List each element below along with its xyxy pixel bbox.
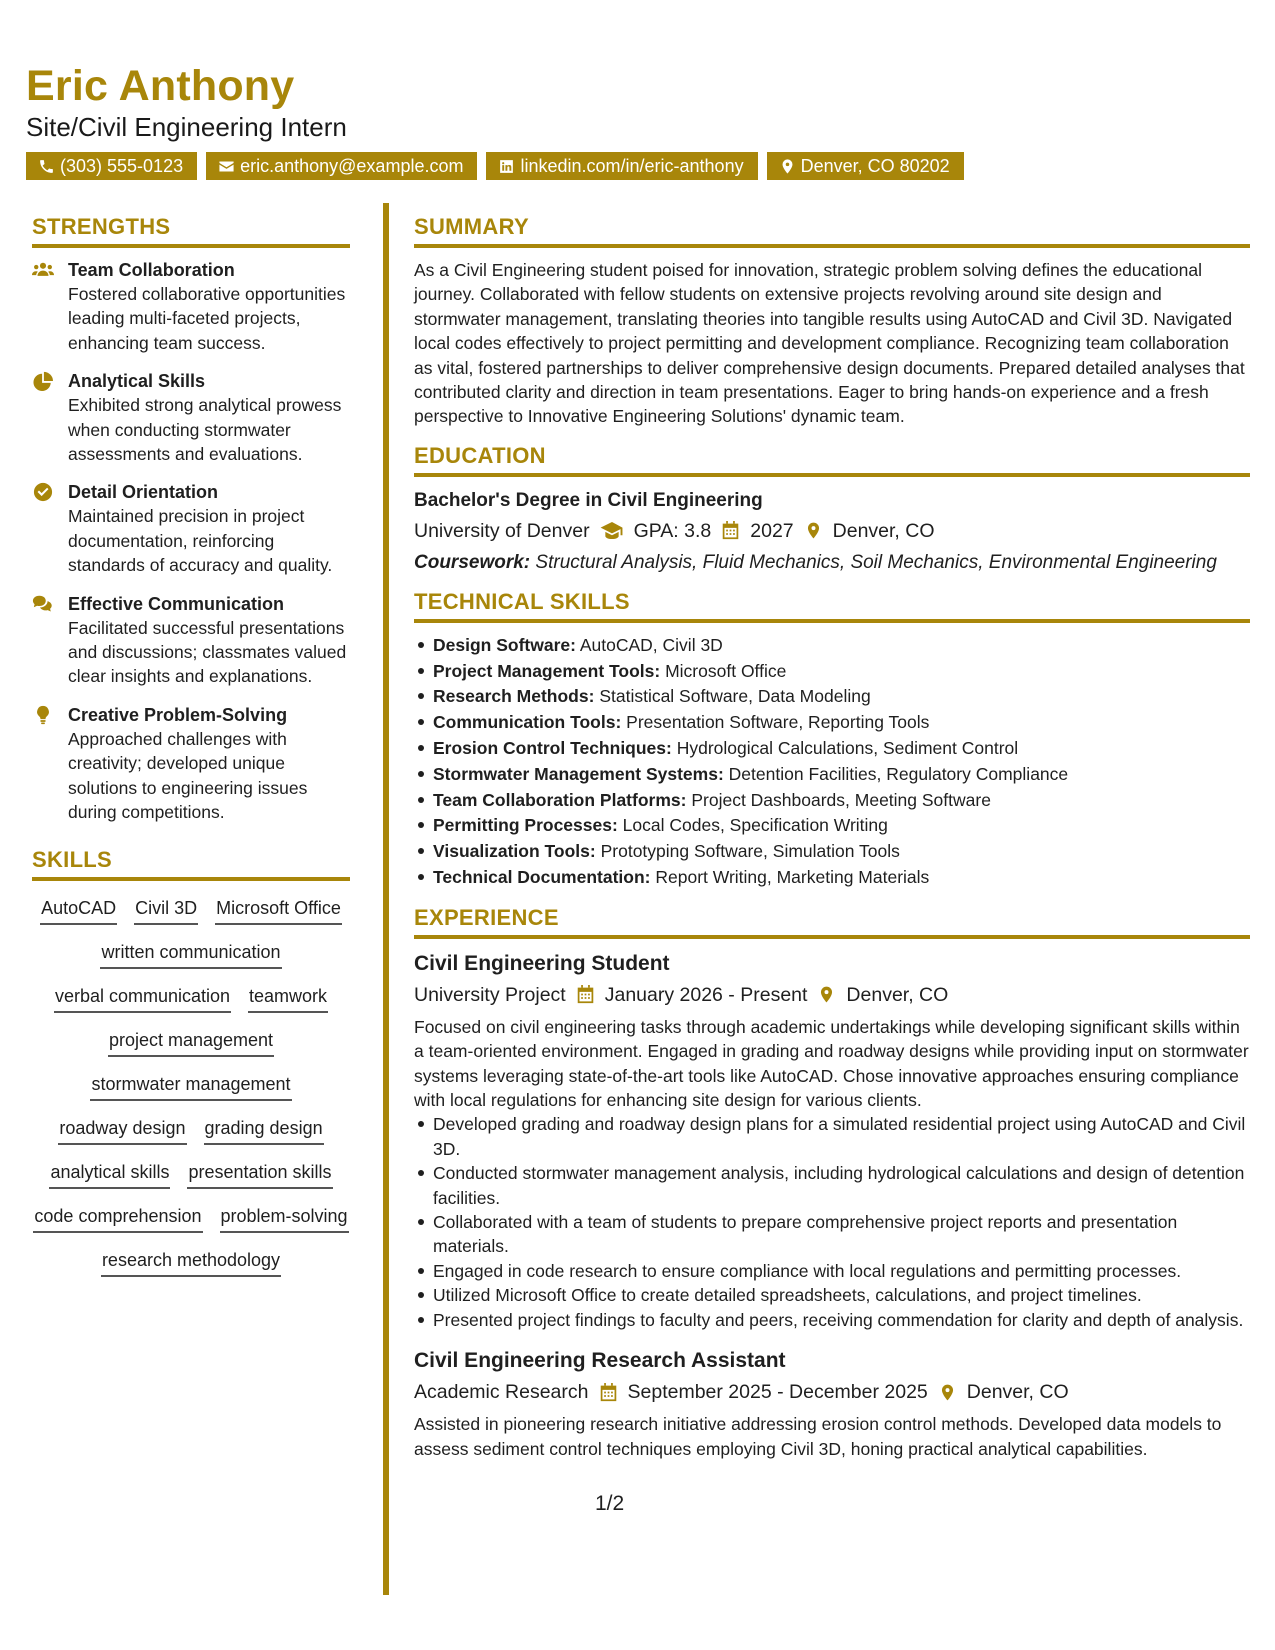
job-entry	[414, 1346, 1250, 1461]
skill-tag: written communication	[100, 939, 281, 969]
calendar-icon	[599, 1383, 618, 1402]
skill-tag: verbal communication	[54, 983, 231, 1013]
list-item	[433, 684, 1250, 710]
list-item	[433, 762, 1250, 788]
strength-title: Analytical Skills	[68, 371, 206, 392]
skill-tag: Civil 3D	[134, 895, 198, 925]
job-org: Academic Research	[414, 1381, 589, 1404]
job-org: University Project	[414, 983, 566, 1006]
map-pin-icon	[779, 158, 796, 175]
skill-label: Permitting Processes:	[433, 815, 618, 836]
skill-label: Team Collaboration Platforms:	[433, 789, 687, 810]
skill-tag: code comprehension	[33, 1203, 202, 1233]
contact-email[interactable]	[206, 152, 477, 180]
list-item	[433, 659, 1250, 685]
strength-title: Creative Problem-Solving	[68, 704, 288, 725]
calendar-icon	[576, 985, 595, 1004]
strength-title: Effective Communication	[68, 593, 285, 614]
strength-title: Detail Orientation	[68, 482, 219, 503]
list-item: Developed grading and roadway design plans for a simulated residential project using AutoCAD and Civil 3D.	[433, 1112, 1250, 1161]
skills-heading: SKILLS	[32, 847, 350, 881]
map-pin-icon	[817, 985, 836, 1004]
job-location: Denver, CO	[846, 983, 949, 1006]
skill-label: Design Software:	[433, 634, 576, 655]
strength-desc: Facilitated successful presentations and discussions; classmates valued clear insights and explanations.	[68, 617, 347, 687]
contact-bar	[26, 152, 964, 180]
job-meta	[414, 1376, 1250, 1408]
list-item	[433, 736, 1250, 762]
job-dates: September 2025 - December 2025	[627, 1381, 928, 1404]
job-location: Denver, CO	[966, 1381, 1069, 1404]
list-item	[433, 839, 1250, 865]
pie-chart-icon	[32, 371, 54, 391]
skill-tag: problem-solving	[220, 1203, 349, 1233]
strength-item	[32, 369, 350, 466]
left-column	[32, 214, 350, 1277]
calendar-icon	[721, 521, 740, 540]
list-item: Conducted stormwater management analysis, including hydrological calculations and design of detention facilities.	[433, 1161, 1250, 1210]
job-summary: Assisted in pioneering research initiative addressing erosion control methods. Developed data models to assess sediment control techniques employing Civil 3D, honing practical analytical capabilities.	[414, 1414, 1222, 1459]
coursework-list: Structural Analysis, Fluid Mechanics, Soil Mechanics, Environmental Engineering	[535, 551, 1217, 573]
list-item	[433, 788, 1250, 814]
skill-label: Erosion Control Techniques:	[433, 738, 672, 759]
skill-value: Statistical Software, Data Modeling	[599, 686, 871, 707]
education-heading: EDUCATION	[414, 443, 1250, 477]
skill-tag: AutoCAD	[40, 895, 117, 925]
job-entry-title: Civil Engineering Research Assistant	[414, 1349, 786, 1373]
strength-title: Team Collaboration	[68, 260, 235, 280]
skill-label: Stormwater Management Systems:	[433, 763, 724, 784]
check-circle-icon	[32, 482, 54, 502]
strengths-heading: STRENGTHS	[32, 214, 350, 248]
candidate-name: Eric Anthony	[26, 62, 295, 110]
envelope-icon	[218, 158, 235, 175]
list-item: Presented project findings to faculty and peers, receiving commendation for clarity and depth of analysis.	[433, 1308, 1250, 1332]
job-summary: Focused on civil engineering tasks through academic undertakings while developing significant skills within a team-oriented environment. Engaged in grading and roadway designs while providing input on stormwater systems leveraging state-of-the-art tools like AutoCAD. Chose innovative approaches ensuring compliance with local regulations for enhancing site design for various clients.	[414, 1016, 1249, 1111]
strength-desc: Exhibited strong analytical prowess when conducting stormwater assessments and evaluations.	[68, 395, 342, 465]
job-dates: January 2026 - Present	[604, 983, 808, 1006]
skill-value: Detention Facilities, Regulatory Compliance	[728, 763, 1069, 784]
list-item	[433, 710, 1250, 736]
strength-item	[32, 703, 350, 825]
strength-desc: Fostered collaborative opportunities leading multi-faceted projects, enhancing team success.	[68, 284, 346, 353]
map-pin-icon	[938, 1383, 957, 1402]
job-bullets	[414, 1112, 1250, 1332]
job-entry	[414, 949, 1250, 1332]
school-location: Denver, CO	[832, 519, 935, 542]
skill-label: Communication Tools:	[433, 712, 622, 733]
strength-item	[32, 592, 350, 689]
graduation-cap-icon	[600, 521, 624, 540]
skill-tags	[32, 891, 350, 1277]
list-item	[433, 865, 1250, 891]
skill-tag: analytical skills	[49, 1159, 170, 1189]
skill-label: Project Management Tools:	[433, 660, 661, 681]
strength-desc: Maintained precision in project documentation, reinforcing standards of accuracy and quality.	[68, 506, 333, 576]
job-meta	[414, 979, 1250, 1011]
skill-tag: grading design	[204, 1115, 324, 1145]
list-item	[433, 813, 1250, 839]
coursework-label: Coursework:	[414, 551, 531, 573]
strength-item	[32, 258, 350, 355]
experience-heading: EXPERIENCE	[414, 905, 1250, 939]
summary-text: As a Civil Engineering student poised for innovation, strategic problem solving defines the educational journey. Collaborated with fellow students on extensive projects revolving around site design and stormwater management, translating theories into tangible results using AutoCAD and Civil 3D. Navigated local codes effectively to project permitting and development compliance. Recognizing team collaboration as vital, fostered partnerships to deliver comprehensive design documents. Prepared detailed analyses that contributed clarity and direction in team presentations. Eager to bring hands-on experience and a fresh perspective to Innovative Engineering Solutions' dynamic team.	[414, 260, 1245, 427]
graduation-year: 2027	[750, 519, 794, 542]
contact-location[interactable]	[767, 152, 964, 180]
skill-value: Microsoft Office	[665, 660, 787, 681]
job-entry-title: Civil Engineering Student	[414, 951, 670, 975]
linkedin-icon	[498, 158, 515, 175]
skill-tag: stormwater management	[90, 1071, 291, 1101]
coursework	[414, 550, 1250, 575]
skill-value: AutoCAD, Civil 3D	[579, 634, 723, 655]
list-item: Utilized Microsoft Office to create detailed spreadsheets, calculations, and project timelines.	[433, 1283, 1250, 1307]
skill-tag: teamwork	[248, 983, 328, 1013]
job-title: Site/Civil Engineering Intern	[26, 112, 347, 142]
skill-label: Visualization Tools:	[433, 841, 596, 862]
technical-skills-heading: TECHNICAL SKILLS	[414, 589, 1250, 623]
skill-tag: research methodology	[101, 1247, 281, 1277]
education-meta	[414, 515, 1250, 547]
skill-value: Report Writing, Marketing Materials	[655, 867, 930, 888]
strength-desc: Approached challenges with creativity; developed unique solutions to engineering issues during competitions.	[68, 728, 308, 823]
phone-icon	[38, 158, 55, 175]
skill-tag: Microsoft Office	[215, 895, 342, 925]
skill-tag: project management	[108, 1027, 274, 1057]
contact-linkedin[interactable]	[486, 152, 757, 180]
users-icon	[32, 260, 54, 280]
list-item	[433, 633, 1250, 659]
summary-heading: SUMMARY	[414, 214, 1250, 248]
contact-location-text: Denver, CO 80202	[800, 156, 950, 176]
technical-skills-list	[414, 633, 1250, 891]
skill-tag: roadway design	[58, 1115, 186, 1145]
lightbulb-icon	[32, 705, 54, 725]
right-column	[414, 214, 1250, 1461]
skill-value: Project Dashboards, Meeting Software	[691, 789, 991, 810]
strength-item	[32, 480, 350, 577]
map-pin-icon	[804, 521, 823, 540]
contact-phone-text: (303) 555-0123	[60, 156, 184, 176]
contact-phone[interactable]	[26, 152, 197, 180]
contact-linkedin-text: linkedin.com/in/eric-anthony	[520, 156, 744, 176]
skill-tag: presentation skills	[187, 1159, 332, 1189]
skill-value: Prototyping Software, Simulation Tools	[600, 841, 900, 862]
list-item: Collaborated with a team of students to prepare comprehensive project reports and presentation materials.	[433, 1210, 1250, 1259]
page-number: 1/2	[595, 1492, 625, 1515]
list-item: Engaged in code research to ensure compliance with local regulations and permitting processes.	[433, 1259, 1250, 1283]
column-divider	[383, 203, 389, 1595]
contact-email-text: eric.anthony@example.com	[240, 156, 464, 176]
gpa: GPA: 3.8	[633, 519, 712, 542]
comments-icon	[32, 594, 54, 614]
degree: Bachelor's Degree in Civil Engineering	[414, 489, 763, 511]
skill-value: Hydrological Calculations, Sediment Control	[676, 738, 1019, 759]
skill-label: Technical Documentation:	[433, 867, 651, 888]
school-name: University of Denver	[414, 519, 590, 542]
skill-label: Research Methods:	[433, 686, 595, 707]
skill-value: Presentation Software, Reporting Tools	[626, 712, 930, 733]
skill-value: Local Codes, Specification Writing	[622, 815, 888, 836]
